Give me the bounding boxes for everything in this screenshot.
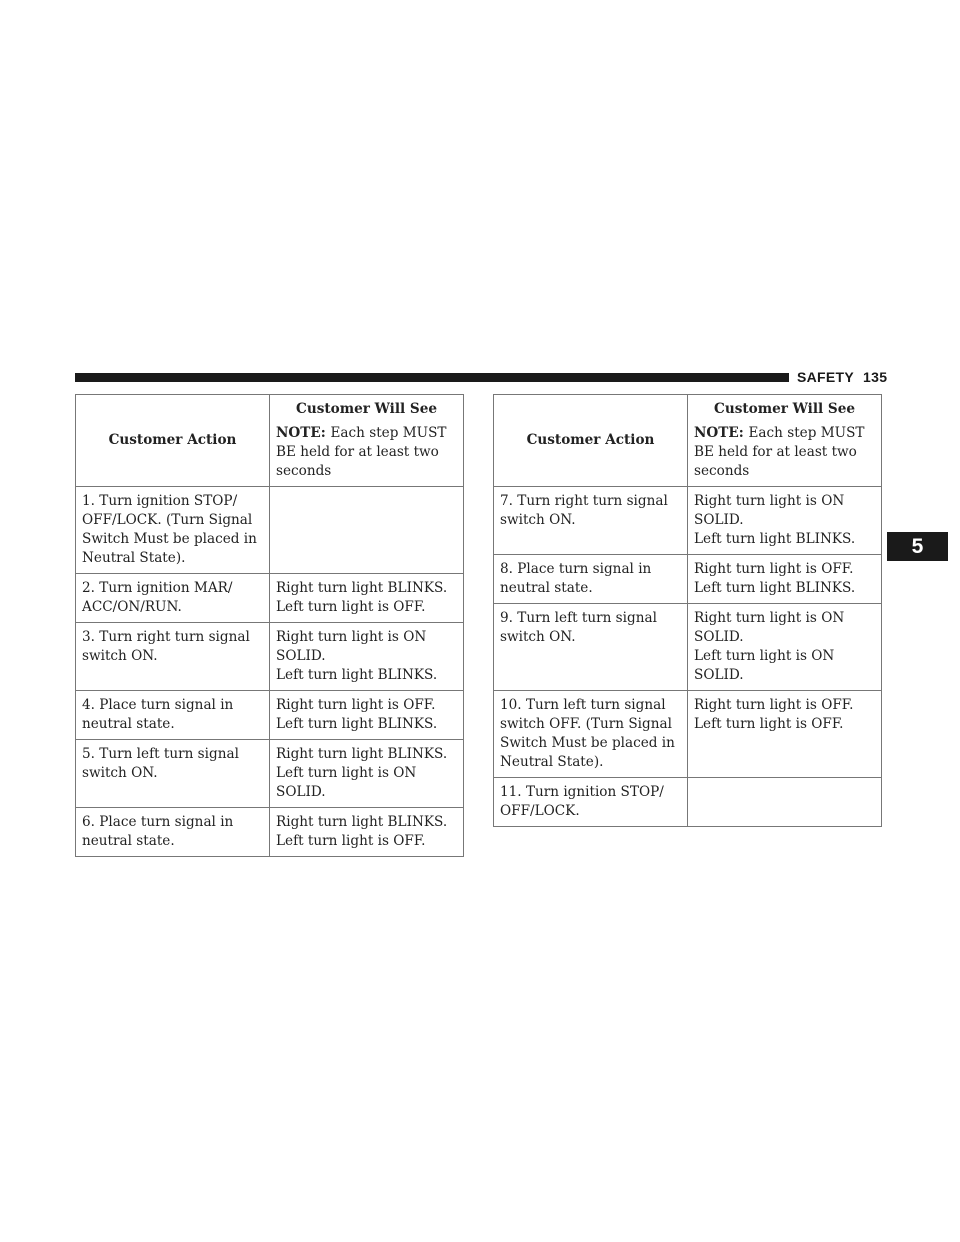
action-cell: 9. Turn left turn signal switch ON. (494, 604, 688, 691)
see-line: Left turn light is ON SOLID. (276, 765, 417, 800)
see-cell (270, 740, 464, 808)
action-cell: 1. Turn ignition STOP/ OFF/LOCK. (Turn Signal Switch Must be placed in Neutral State). (76, 487, 270, 574)
action-cell: 2. Turn ignition MAR/ ACC/ON/RUN. (76, 574, 270, 623)
see-cell (688, 604, 882, 691)
action-cell: 5. Turn left turn signal switch ON. (76, 740, 270, 808)
see-line: Right turn light BLINKS. (276, 580, 448, 596)
action-cell: 8. Place turn signal in neutral state. (494, 555, 688, 604)
see-line: Right turn light BLINKS. (276, 746, 448, 762)
table-row (494, 604, 882, 691)
table-row (76, 623, 464, 691)
see-line: Left turn light is OFF. (694, 716, 844, 732)
header-see-title: Customer Will See (296, 401, 437, 417)
see-line: Right turn light is OFF. (276, 697, 436, 713)
see-line: Left turn light BLINKS. (276, 716, 438, 732)
section-title: SAFETY (797, 369, 855, 385)
action-cell: 11. Turn ignition STOP/ OFF/LOCK. (494, 778, 688, 827)
table-header-row (76, 395, 464, 487)
see-line: Left turn light is OFF. (276, 599, 426, 615)
table-row (76, 691, 464, 740)
note-text: Each step MUST BE held for at least two seconds (694, 425, 865, 479)
note-text: Each step MUST BE held for at least two seconds (276, 425, 447, 479)
see-cell (688, 691, 882, 778)
action-cell: 10. Turn left turn signal switch OFF. (Turn Signal Switch Must be placed in Neutral State). (494, 691, 688, 778)
table-row (76, 808, 464, 857)
table-row (76, 574, 464, 623)
procedure-table-right (493, 394, 882, 827)
table-row (494, 487, 882, 555)
action-cell: 6. Place turn signal in neutral state. (76, 808, 270, 857)
see-line: Left turn light BLINKS. (276, 667, 438, 683)
see-line: Left turn light BLINKS. (694, 580, 856, 596)
see-line: Right turn light is OFF. (694, 697, 854, 713)
see-line: Right turn light is OFF. (694, 561, 854, 577)
see-cell (270, 487, 464, 574)
action-cell: 4. Place turn signal in neutral state. (76, 691, 270, 740)
see-line: Left turn light is OFF. (276, 833, 426, 849)
action-cell: 7. Turn right turn signal switch ON. (494, 487, 688, 555)
see-cell (270, 691, 464, 740)
see-line: Right turn light BLINKS. (276, 814, 448, 830)
header-see-title: Customer Will See (714, 401, 855, 417)
table-row (76, 740, 464, 808)
header-rule (75, 373, 789, 382)
procedure-table-left (75, 394, 464, 857)
see-line: Right turn light is ON SOLID. (694, 493, 845, 528)
table-row (494, 778, 882, 827)
see-cell (688, 555, 882, 604)
see-cell (270, 623, 464, 691)
see-cell (270, 808, 464, 857)
see-line: Left turn light is ON SOLID. (694, 648, 835, 683)
header-customer-action: Customer Action (494, 395, 688, 487)
action-cell: 3. Turn right turn signal switch ON. (76, 623, 270, 691)
see-cell (270, 574, 464, 623)
table-header-row (494, 395, 882, 487)
header-customer-will-see (270, 395, 464, 487)
see-line: Left turn light BLINKS. (694, 531, 856, 547)
note-label: NOTE: (694, 425, 744, 441)
note-label: NOTE: (276, 425, 326, 441)
table-row (76, 487, 464, 574)
see-line: Right turn light is ON SOLID. (276, 629, 427, 664)
page-number: 135 (863, 369, 888, 385)
header-customer-will-see (688, 395, 882, 487)
running-header (797, 369, 887, 385)
see-line: Right turn light is ON SOLID. (694, 610, 845, 645)
table-row (494, 691, 882, 778)
see-cell (688, 778, 882, 827)
see-cell (688, 487, 882, 555)
chapter-tab: 5 (887, 532, 948, 561)
table-row (494, 555, 882, 604)
header-customer-action: Customer Action (76, 395, 270, 487)
